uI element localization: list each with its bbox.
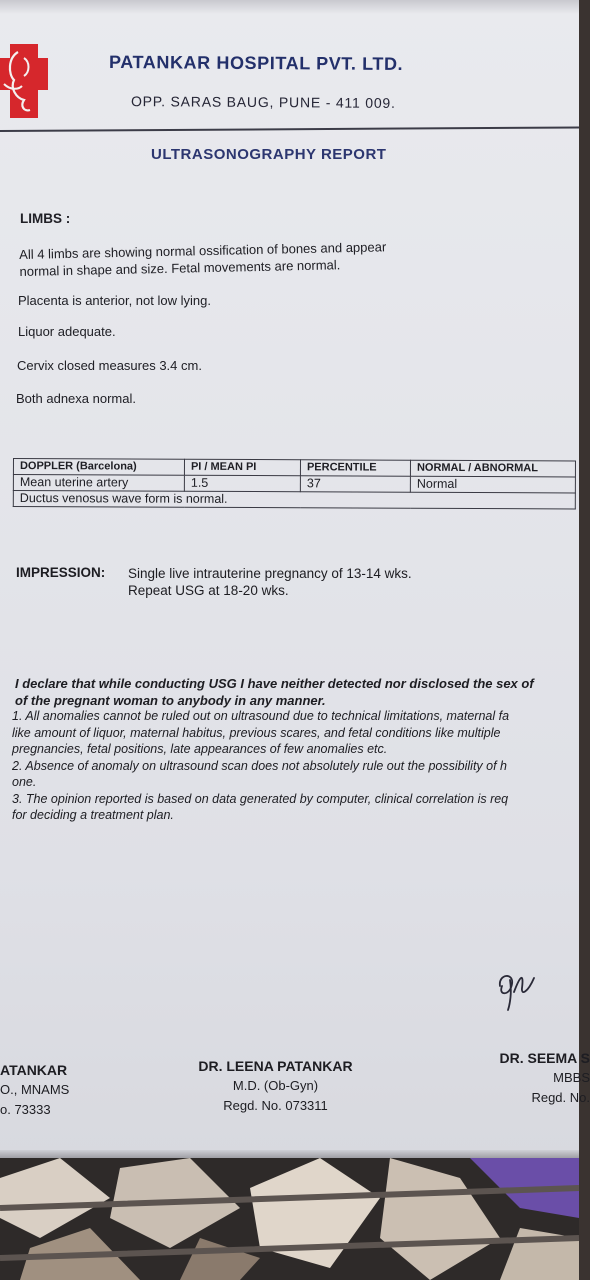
doctor-block-right [470,1048,590,1108]
doppler-note-row [13,491,575,509]
doctor-registration: Regd. No. [531,1090,590,1105]
doctor-block-center [183,1056,368,1116]
doppler-header-cell: DOPPLER (Barcelona) [13,459,184,476]
limbs-heading: LIMBS : [20,211,71,226]
doppler-header-cell: PERCENTILE [300,460,410,476]
doctor-registration: Regd. No. 073311 [223,1098,328,1113]
cervix-finding: Cervix closed measures 3.4 cm. [17,358,202,373]
hospital-name: PATANKAR HOSPITAL PVT. LTD. [108,51,404,75]
impression-line-2: Repeat USG at 18-20 wks. [128,583,289,598]
doctor-qualification: O., MNAMS [0,1082,70,1097]
doppler-data-row [13,475,575,493]
doppler-header-row [13,459,575,477]
doctor-name: DR. LEENA PATANKAR [198,1058,353,1074]
header-divider [0,126,579,132]
disclaimer-line: 3. The opinion reported is based on data generated by computer, clinical correlation is req [12,791,509,806]
doctor-registration: o. 73333 [0,1102,51,1117]
report-title: ULTRASONOGRAPHY REPORT [151,146,387,163]
limbs-line-1: All 4 limbs are showing normal ossification of bones and appear [19,239,387,262]
fabric-background [0,1158,579,1280]
limbs-line-2: normal in shape and size. Fetal movements are normal. [19,257,341,279]
doctor-qualification: M.D. (Ob-Gyn) [232,1078,319,1093]
doppler-cell: Mean uterine artery [13,475,184,492]
declaration-line-1: I declare that while conducting USG I have neither detected nor disclosed the sex of [15,676,534,691]
liquor-finding: Liquor adequate. [18,324,116,339]
doctor-qualification: MBBS [553,1070,590,1085]
sex-declaration [15,675,534,709]
disclaimer-line: one. [12,775,37,789]
doctor-signature-icon [488,966,548,1016]
hospital-address: OPP. SARAS BAUG, PUNE - 411 009. [130,93,396,111]
impression-line-1: Single live intrauterine pregnancy of 13-14 wks. [128,566,412,581]
disclaimer-line: pregnancies, fetal positions, late appearances of few anomalies etc. [12,742,388,756]
disclaimer-line: like amount of liquor, maternal habitus, previous scares, and fetal conditions like multiple [12,725,501,740]
disclaimer-line: 1. All anomalies cannot be ruled out on ultrasound due to technical limitations, maternal fa [12,709,510,723]
disclaimer [12,708,509,824]
impression-label: IMPRESSION: [16,565,106,580]
limbs-paragraph [19,238,387,280]
disclaimer-line: 2. Absence of anomaly on ultrasound scan does not absolutely rule out the possibility of h [12,758,507,773]
doppler-table [13,458,576,509]
doppler-cell: 1.5 [184,475,300,492]
adnexa-finding: Both adnexa normal. [16,391,136,406]
doppler-header-cell: NORMAL / ABNORMAL [410,460,575,477]
hospital-cross-logo-icon [0,44,48,118]
paper-fold-shadow [0,0,579,14]
doppler-note: Ductus venosus wave form is normal. [13,491,575,509]
doppler-header-cell: PI / MEAN PI [184,459,300,476]
placenta-finding: Placenta is anterior, not low lying. [18,293,211,308]
impression-text [128,565,412,599]
declaration-line-2: of the pregnant woman to anybody in any manner. [15,693,326,708]
disclaimer-line: for deciding a treatment plan. [12,808,174,822]
doppler-cell: 37 [300,476,410,492]
doctor-name: DR. SEEMA S [499,1050,590,1066]
doctor-name: ATANKAR [0,1062,68,1078]
doctor-block-left [0,1060,69,1120]
doppler-cell: Normal [410,476,575,493]
